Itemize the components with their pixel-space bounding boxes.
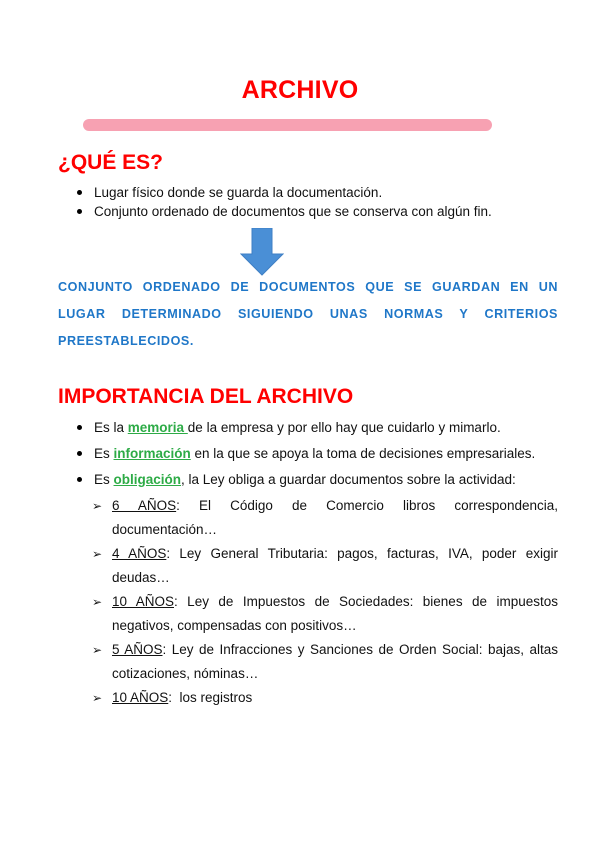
chevron-right-icon: ➢	[92, 643, 103, 657]
bullet-dot-icon	[77, 477, 82, 482]
importancia-list	[72, 418, 535, 496]
chevron-right-icon: ➢	[92, 499, 103, 513]
list-item: Es obligación, la Ley obliga a guardar documentos sobre la actividad:	[72, 470, 535, 489]
highlight-memoria: memoria	[127, 420, 188, 435]
bullet-dot-icon	[77, 209, 82, 214]
sub-list-item: ➢ 10 AÑOS: Ley de Impuestos de Sociedades: bienes de impuestos negativos, compensadas con positivos…	[92, 590, 558, 638]
retention-periods-list	[92, 494, 558, 710]
list-item: Es información en la que se apoya la toma de decisiones empresariales.	[72, 444, 535, 463]
que-es-list	[72, 183, 492, 221]
bullet-dot-icon	[77, 451, 82, 456]
bullet-dot-icon	[77, 190, 82, 195]
section-heading-importancia: IMPORTANCIA DEL ARCHIVO	[58, 385, 354, 408]
highlight-obligacion: obligación	[113, 472, 182, 487]
down-arrow-icon	[240, 228, 284, 276]
section-heading-que-es: ¿QUÉ ES?	[58, 151, 164, 174]
page-title: ARCHIVO	[241, 76, 359, 104]
sub-list-item: ➢ 4 AÑOS: Ley General Tributaria: pagos, facturas, IVA, poder exigir deudas…	[92, 542, 558, 590]
chevron-right-icon: ➢	[92, 691, 103, 705]
chevron-right-icon: ➢	[92, 547, 103, 561]
sub-list-item: ➢ 5 AÑOS: Ley de Infracciones y Sanciones de Orden Social: bajas, altas cotizaciones, nóminas…	[92, 638, 558, 686]
list-item: Es la memoria de la empresa y por ello hay que cuidarlo y mimarlo.	[72, 418, 535, 437]
list-item: Conjunto ordenado de documentos que se conserva con algún fin.	[72, 202, 492, 221]
definition-text: CONJUNTO ORDENADO DE DOCUMENTOS QUE SE GUARDAN EN UN LUGAR DETERMINADO SIGUIENDO UNAS NORMAS Y CRITERIOS PREESTABLECIDOS.	[58, 280, 558, 348]
chevron-right-icon: ➢	[92, 595, 103, 609]
sub-list-item: ➢ 10 AÑOS: los registros	[92, 686, 558, 710]
list-item: Lugar físico donde se guarda la documentación.	[72, 183, 492, 202]
title-underline-bar	[83, 119, 492, 131]
bullet-dot-icon	[77, 425, 82, 430]
highlight-informacion: información	[113, 446, 191, 461]
sub-list-item: ➢ 6 AÑOS: El Código de Comercio libros correspondencia, documentación…	[92, 494, 558, 542]
